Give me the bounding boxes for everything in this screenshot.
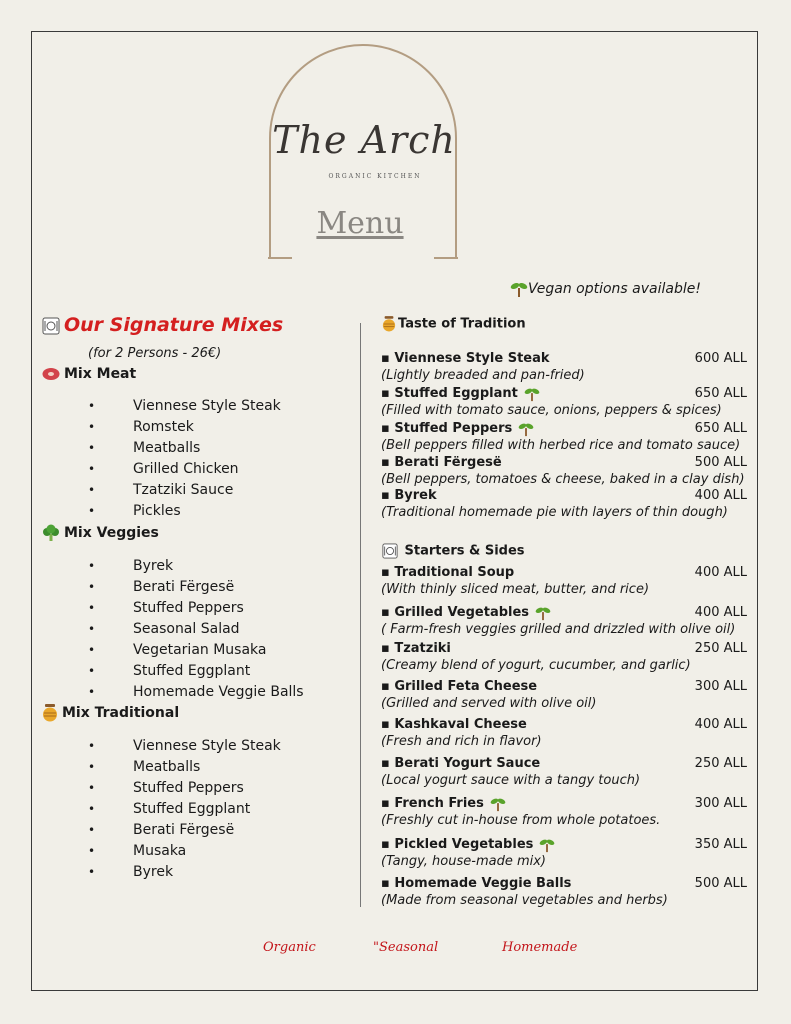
list-item: • Romstek	[88, 419, 194, 435]
item-name: Kashkaval Cheese	[394, 717, 527, 732]
menu-item: ▪ Byrek 400 ALL (Traditional homemade pie with layers of thin dough)	[381, 488, 747, 520]
item-price: 400 ALL	[694, 565, 747, 580]
item-price: 400 ALL	[694, 488, 747, 503]
list-item: • Vegetarian Musaka	[88, 642, 267, 658]
menu-item: ▪ Pickled Vegetables 350 ALL (Tangy, house-made mix)	[381, 837, 747, 869]
item-name: Pickled Vegetables	[394, 837, 534, 852]
item-desc: (Bell peppers filled with herbed rice and tomato sauce)	[381, 438, 741, 453]
meat-icon	[42, 367, 60, 381]
list-item: • Stuffed Peppers	[88, 600, 244, 616]
item-desc: (With thinly sliced meat, butter, and rice)	[381, 582, 650, 597]
menu-item: ▪ French Fries 300 ALL (Freshly cut in-house from whole potatoes.	[381, 796, 747, 828]
sprout-icon	[518, 421, 534, 437]
sprout-icon	[535, 605, 551, 621]
tradition-title: Taste of Tradition	[398, 316, 526, 332]
item-name: Tzatziki	[394, 641, 451, 656]
item-price: 300 ALL	[694, 679, 747, 694]
footer-seasonal: "Seasonal	[373, 940, 439, 955]
item-name: Stuffed Peppers	[394, 421, 513, 436]
plate-cutlery-icon	[42, 317, 60, 335]
list-item: • Meatballs	[88, 440, 201, 456]
item-name: Byrek	[394, 488, 437, 503]
list-item: • Stuffed Eggplant	[88, 801, 251, 817]
item-desc: (Grilled and served with olive oil)	[381, 696, 597, 711]
menu-item: ▪ Berati Yogurt Sauce 250 ALL (Local yogurt sauce with a tangy touch)	[381, 756, 747, 788]
vegan-note-text: Vegan options available!	[528, 281, 701, 297]
item-desc: (Tangy, house-made mix)	[381, 854, 547, 869]
list-item: • Stuffed Peppers	[88, 780, 244, 796]
item-name: Stuffed Eggplant	[394, 386, 518, 401]
item-name: Berati Fërgesë	[394, 455, 502, 470]
broccoli-icon	[42, 524, 60, 542]
item-desc: (Traditional homemade pie with layers of thin dough)	[381, 505, 728, 520]
item-price: 600 ALL	[694, 351, 747, 366]
item-desc: (Fresh and rich in flavor)	[381, 734, 542, 749]
sprout-icon	[510, 280, 528, 298]
mix-meat-heading	[42, 366, 136, 382]
menu-title: Menu	[316, 206, 404, 241]
mix-traditional-heading	[42, 704, 179, 722]
sprout-icon	[490, 796, 506, 812]
footer-organic: Organic	[263, 940, 316, 955]
tradition-heading	[382, 316, 526, 332]
signature-title-text: Our Signature Mixes	[64, 314, 284, 336]
list-item: • Musaka	[88, 843, 187, 859]
item-desc: (Lightly breaded and pan-fried)	[381, 368, 585, 383]
list-item: • Berati Fërgesë	[88, 579, 235, 595]
list-item: • Homemade Veggie Balls	[88, 684, 304, 700]
item-desc: (Made from seasonal vegetables and herbs)	[381, 893, 668, 908]
mix-meat-list	[88, 396, 281, 522]
mix-veggies-heading	[42, 524, 159, 542]
mix-traditional-label: Mix Traditional	[62, 705, 180, 721]
starters-heading	[382, 543, 525, 559]
item-price: 500 ALL	[694, 455, 747, 470]
sprout-icon	[524, 386, 540, 402]
item-name: Viennese Style Steak	[394, 351, 550, 366]
item-name: Grilled Vegetables	[394, 605, 530, 620]
item-desc: (Filled with tomato sauce, onions, peppers & spices)	[381, 403, 722, 418]
item-desc: (Creamy blend of yogurt, cucumber, and garlic)	[381, 658, 691, 673]
honey-pot-icon	[382, 316, 396, 332]
footer-homemade: Homemade	[502, 940, 578, 955]
list-item: • Byrek	[88, 558, 174, 574]
menu-item: ▪ Viennese Style Steak 600 ALL (Lightly breaded and pan-fried)	[381, 351, 747, 383]
brand-name: The Arch	[272, 118, 456, 162]
item-price: 250 ALL	[694, 756, 747, 771]
signature-note: (for 2 Persons - 26€)	[88, 346, 222, 361]
item-name: Berati Yogurt Sauce	[394, 756, 541, 771]
menu-item: ▪ Stuffed Eggplant 650 ALL (Filled with tomato sauce, onions, peppers & spices)	[381, 386, 747, 418]
item-price: 300 ALL	[694, 796, 747, 811]
item-desc: (Local yogurt sauce with a tangy touch)	[381, 773, 641, 788]
mix-meat-label: Mix Meat	[64, 366, 137, 382]
menu-item: ▪ Stuffed Peppers 650 ALL (Bell peppers filled with herbed rice and tomato sauce)	[381, 421, 747, 453]
item-price: 650 ALL	[694, 386, 747, 401]
mix-veggies-label: Mix Veggies	[64, 525, 159, 541]
mix-traditional-list	[88, 736, 281, 883]
list-item: • Tzatziki Sauce	[88, 482, 234, 498]
menu-item: ▪ Kashkaval Cheese 400 ALL (Fresh and rich in flavor)	[381, 717, 747, 749]
list-item: • Seasonal Salad	[88, 621, 240, 637]
list-item: • Pickles	[88, 503, 181, 519]
item-price: 350 ALL	[694, 837, 747, 852]
signature-title	[42, 314, 283, 336]
item-price: 500 ALL	[694, 876, 747, 891]
menu-item: ▪ Grilled Vegetables 400 ALL ( Farm-fresh veggies grilled and drizzled with olive oil)	[381, 605, 747, 637]
menu-item: ▪ Traditional Soup 400 ALL (With thinly sliced meat, butter, and rice)	[381, 565, 747, 597]
brand-tagline: ORGANIC KITCHEN	[328, 173, 422, 180]
item-desc: ( Farm-fresh veggies grilled and drizzled with olive oil)	[381, 622, 736, 637]
list-item: • Stuffed Eggplant	[88, 663, 251, 679]
list-item: • Berati Fërgesë	[88, 822, 235, 838]
menu-item: ▪ Tzatziki 250 ALL (Creamy blend of yogurt, cucumber, and garlic)	[381, 641, 747, 673]
item-name: Traditional Soup	[394, 565, 515, 580]
vegan-note	[510, 280, 701, 298]
item-price: 400 ALL	[694, 717, 747, 732]
mix-veggies-list	[88, 556, 304, 703]
item-desc: (Freshly cut in-house from whole potatoes.	[381, 813, 661, 828]
list-item: • Viennese Style Steak	[88, 398, 281, 414]
list-item: • Meatballs	[88, 759, 201, 775]
item-price: 650 ALL	[694, 421, 747, 436]
sprout-icon	[539, 837, 555, 853]
honey-pot-icon	[42, 704, 58, 722]
menu-item: ▪ Grilled Feta Cheese 300 ALL (Grilled and served with olive oil)	[381, 679, 747, 711]
list-item: • Viennese Style Steak	[88, 738, 281, 754]
plate-cutlery-icon	[382, 543, 398, 559]
list-item: • Grilled Chicken	[88, 461, 239, 477]
item-price: 250 ALL	[694, 641, 747, 656]
item-price: 400 ALL	[694, 605, 747, 620]
list-item: • Byrek	[88, 864, 174, 880]
item-name: French Fries	[394, 796, 484, 811]
column-divider	[360, 323, 361, 907]
item-name: Grilled Feta Cheese	[394, 679, 538, 694]
item-desc: (Bell peppers, tomatoes & cheese, baked in a clay dish)	[381, 472, 745, 487]
item-name: Homemade Veggie Balls	[394, 876, 572, 891]
starters-title: Starters & Sides	[404, 543, 525, 559]
menu-item: ▪ Berati Fërgesë 500 ALL (Bell peppers, tomatoes & cheese, baked in a clay dish)	[381, 455, 747, 487]
menu-item: ▪ Homemade Veggie Balls 500 ALL (Made from seasonal vegetables and herbs)	[381, 876, 747, 908]
